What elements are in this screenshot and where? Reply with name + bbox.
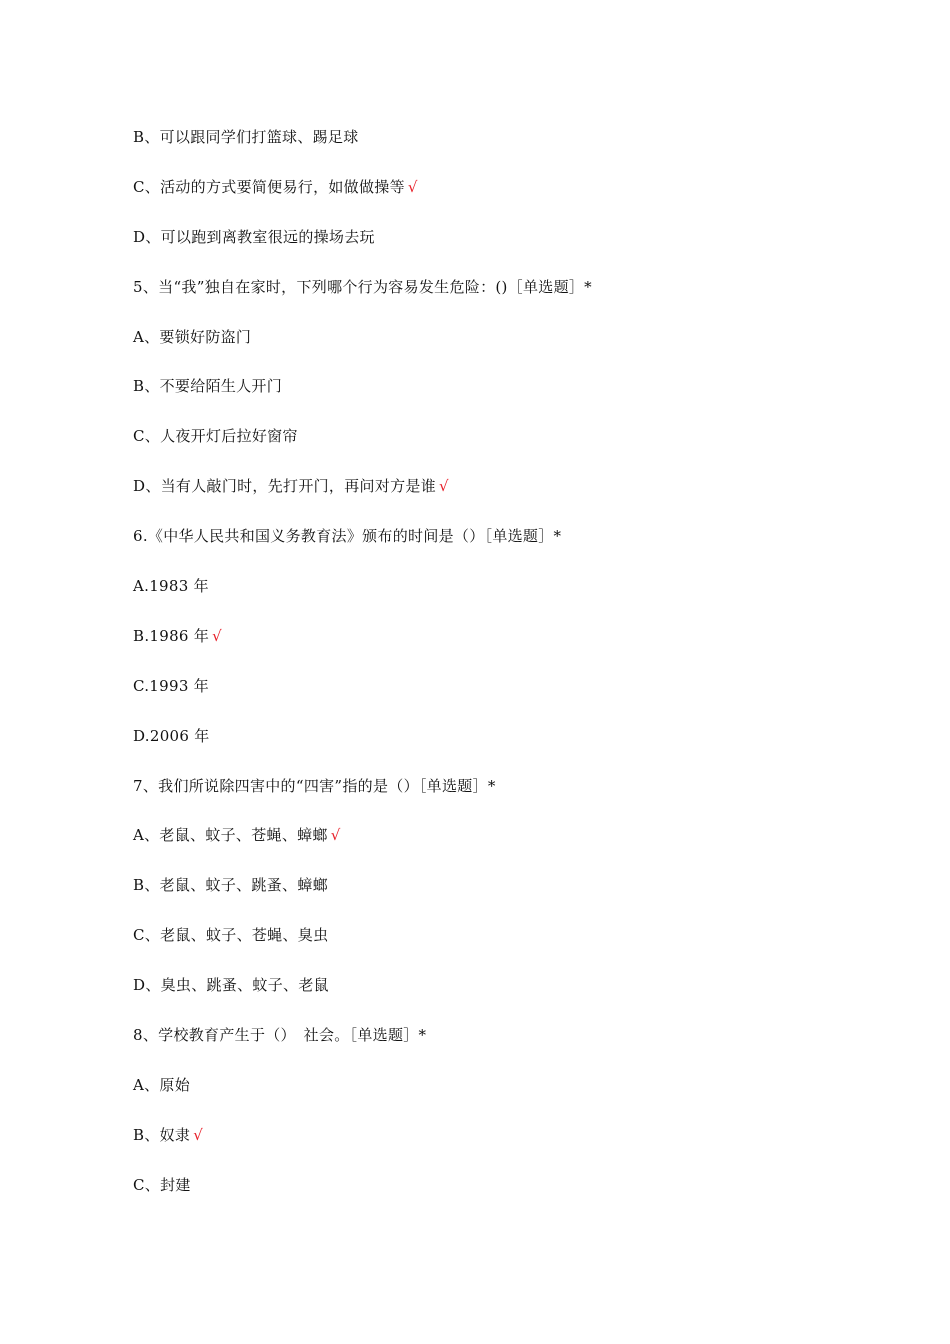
line-text: D、当有人敲门时，先打开门，再问对方是谁 [133, 477, 437, 496]
option-text [133, 473, 893, 523]
line-text: A.1983 年 [133, 577, 209, 596]
option-text [133, 872, 893, 922]
line-text: 6.《中华人民共和国义务教育法》颁布的时间是（）［单选题］* [133, 527, 562, 546]
option-text [133, 573, 893, 623]
line-text: D.2006 年 [133, 726, 210, 745]
question-text [133, 274, 893, 324]
correct-check-icon: √ [407, 177, 418, 196]
option-text [133, 822, 893, 872]
option-text [133, 423, 893, 473]
option-text [133, 972, 893, 1022]
line-text: C.1993 年 [133, 676, 210, 695]
correct-check-icon: √ [193, 1125, 204, 1144]
line-text: A、老鼠、蚊子、苍蝇、蟑螂 [133, 826, 328, 845]
line-text: C、人夜开灯后拉好窗帘 [133, 427, 298, 446]
option-text [133, 1122, 893, 1172]
line-text: A、原始 [133, 1075, 191, 1094]
question-text [133, 773, 893, 823]
line-text: C、活动的方式要简便易行，如做做操等 [133, 177, 405, 196]
option-text [133, 673, 893, 723]
line-text: B、老鼠、蚊子、跳蚤、蟑螂 [133, 876, 328, 895]
option-text [133, 723, 893, 773]
line-text: 8、学校教育产生于（） 社会。［单选题］* [133, 1026, 427, 1045]
option-text [133, 174, 893, 224]
question-text [133, 523, 893, 573]
line-text: B、可以跟同学们打篮球、踢足球 [133, 128, 359, 146]
question-text [133, 1022, 893, 1072]
line-text: B、奴隶 [133, 1125, 191, 1144]
correct-check-icon: √ [212, 626, 222, 645]
correct-check-icon: √ [439, 477, 449, 496]
option-text [133, 1072, 893, 1122]
line-text: 7、我们所说除四害中的“四害”指的是（）［单选题］* [133, 776, 496, 795]
line-text: C、封建 [133, 1175, 191, 1194]
question-list [133, 124, 893, 1222]
option-text [133, 324, 893, 374]
option-text [133, 623, 893, 673]
line-text: D、可以跑到离教室很远的操场去玩 [133, 227, 375, 246]
correct-check-icon: √ [330, 826, 341, 845]
option-text [133, 224, 893, 274]
line-text: C、老鼠、蚊子、苍蝇、臭虫 [133, 926, 329, 945]
line-text: D、臭虫、跳蚤、蚊子、老鼠 [133, 976, 329, 995]
line-text: B、不要给陌生人开门 [133, 377, 283, 396]
option-text [133, 373, 893, 423]
line-text: A、要锁好防盗门 [133, 327, 252, 346]
option-text [133, 1172, 893, 1222]
option-text [133, 124, 893, 174]
line-text: 5、当“我”独自在家时，下列哪个行为容易发生危险：()［单选题］* [133, 277, 592, 296]
line-text: B.1986 年 [133, 626, 210, 645]
option-text [133, 922, 893, 972]
